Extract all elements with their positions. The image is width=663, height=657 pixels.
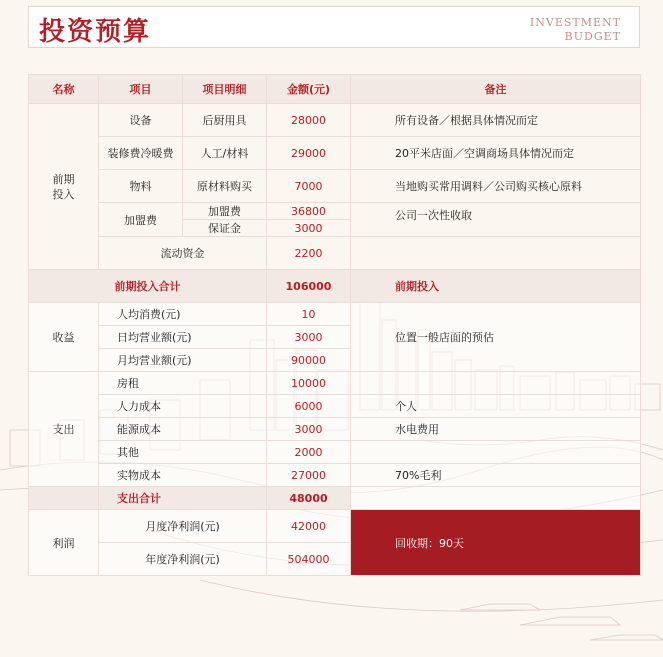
subtotal-amount: 106000	[267, 270, 351, 303]
subtotal-row	[29, 270, 641, 303]
empty-cell	[351, 487, 641, 510]
amount-cell: 27000	[267, 464, 351, 487]
section-label-preliminary: 前期 投入	[29, 104, 99, 270]
amount-cell: 6000	[267, 395, 351, 418]
item-cell: 月均营业额(元)	[99, 349, 267, 372]
table-row	[29, 441, 641, 464]
amount-cell: 36800	[267, 203, 351, 220]
amount-cell: 2000	[267, 441, 351, 464]
col-header-name: 名称	[29, 75, 99, 104]
item-cell: 加盟费	[99, 203, 183, 237]
note-cell	[351, 372, 641, 395]
table-row	[29, 395, 641, 418]
table-row	[29, 203, 641, 220]
section-label-profit: 利润	[29, 510, 99, 576]
page-header	[28, 6, 640, 48]
note-cell: 当地购买常用调料／公司购买核心原料	[351, 170, 641, 203]
amount-cell: 2200	[267, 237, 351, 270]
page-subtitle	[530, 16, 621, 44]
subtotal-amount: 48000	[267, 487, 351, 510]
item-cell: 日均营业额(元)	[99, 326, 267, 349]
subtitle-line-1: INVESTMENT	[529, 16, 621, 29]
item-cell: 流动资金	[99, 237, 267, 270]
section-label-income: 收益	[29, 303, 99, 372]
note-cell: 个人	[351, 395, 641, 418]
detail-cell: 人工/材料	[183, 137, 267, 170]
table-row	[29, 418, 641, 441]
item-cell: 实物成本	[99, 464, 267, 487]
page-title: 投资预算	[39, 17, 152, 47]
note-cell: 水电费用	[351, 418, 641, 441]
item-cell: 其他	[99, 441, 267, 464]
table-row	[29, 237, 641, 270]
note-cell: 所有设备／根据具体情况而定	[351, 104, 641, 137]
amount-cell: 29000	[267, 137, 351, 170]
section-label-expense: 支出	[29, 372, 99, 487]
payback-period-banner: 回收期：90天	[351, 510, 641, 576]
amount-cell: 90000	[267, 349, 351, 372]
amount-cell: 7000	[267, 170, 351, 203]
note-cell	[351, 441, 641, 464]
table-row	[29, 170, 641, 203]
item-cell: 月度净利润(元)	[99, 510, 267, 543]
table-row	[29, 464, 641, 487]
col-header-amount: 金额(元)	[267, 75, 351, 104]
item-cell: 设备	[99, 104, 183, 137]
amount-cell: 3000	[267, 220, 351, 237]
col-header-item: 项目	[99, 75, 183, 104]
table-row	[29, 372, 641, 395]
amount-cell: 42000	[267, 510, 351, 543]
table-header-row	[29, 75, 641, 104]
table-row	[29, 137, 641, 170]
amount-cell: 3000	[267, 326, 351, 349]
amount-cell: 10	[267, 303, 351, 326]
subtotal-note: 前期投入	[351, 270, 641, 303]
item-cell: 装修费冷暖费	[99, 137, 183, 170]
amount-cell: 3000	[267, 418, 351, 441]
item-cell: 人均消费(元)	[99, 303, 267, 326]
item-cell: 能源成本	[99, 418, 267, 441]
table-row	[29, 303, 641, 326]
table-row	[29, 104, 641, 137]
detail-cell: 加盟费	[183, 203, 267, 220]
amount-cell: 504000	[267, 543, 351, 576]
note-cell: 位置一般店面的预估	[351, 303, 641, 372]
subtotal-row	[29, 487, 641, 510]
amount-cell: 10000	[267, 372, 351, 395]
table-row	[29, 510, 641, 543]
subtitle-line-2: BUDGET	[564, 30, 621, 43]
note-cell: 20平米店面／空调商场具体情况而定	[351, 137, 641, 170]
subtotal-label: 支出合计	[99, 487, 267, 510]
empty-cell	[29, 487, 99, 510]
budget-table	[28, 74, 641, 576]
item-cell: 物料	[99, 170, 183, 203]
item-cell: 房租	[99, 372, 267, 395]
item-cell: 年度净利润(元)	[99, 543, 267, 576]
col-header-detail: 项目明细	[183, 75, 267, 104]
detail-cell: 原材料购买	[183, 170, 267, 203]
amount-cell: 28000	[267, 104, 351, 137]
subtotal-label: 前期投入合计	[29, 270, 267, 303]
detail-cell: 后厨用具	[183, 104, 267, 137]
note-cell: 公司一次性收取	[351, 203, 641, 237]
note-cell	[351, 237, 641, 270]
note-cell: 70%毛利	[351, 464, 641, 487]
col-header-note: 备注	[351, 75, 641, 104]
detail-cell: 保证金	[183, 220, 267, 237]
item-cell: 人力成本	[99, 395, 267, 418]
